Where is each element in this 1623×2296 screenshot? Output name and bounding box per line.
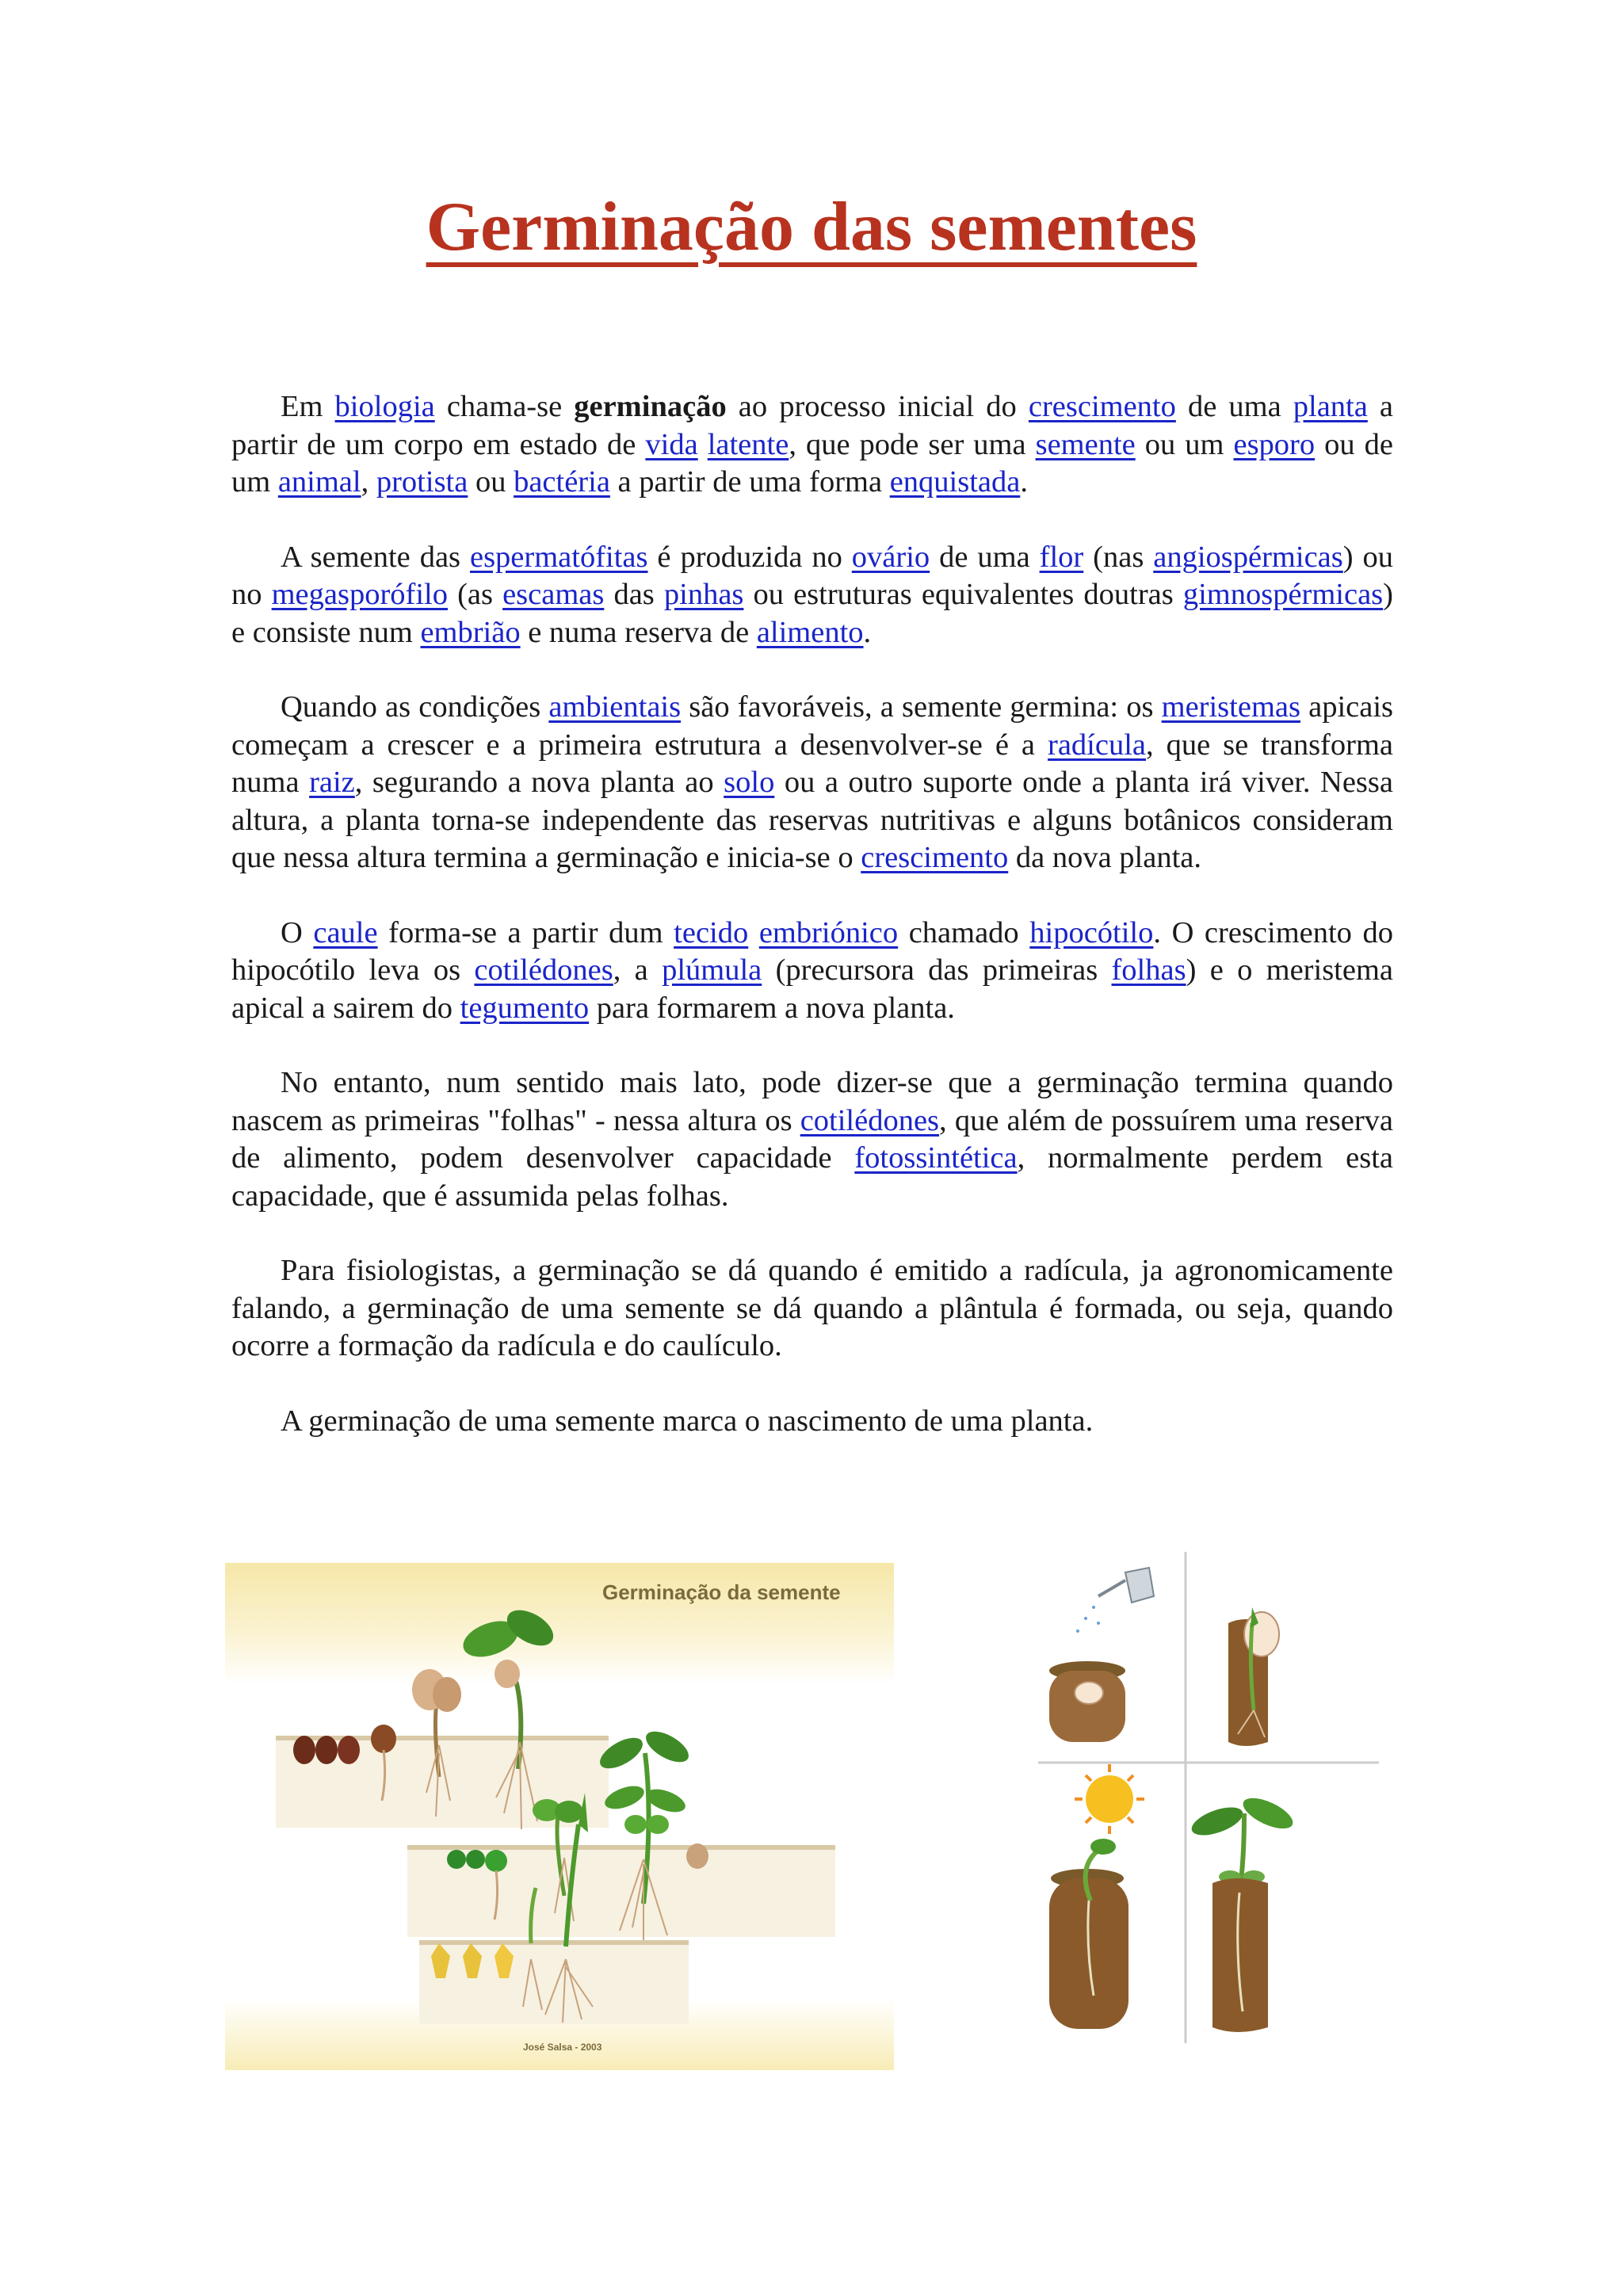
article-body [231,388,1393,1477]
wiki-link[interactable]: tegumento [460,991,590,1025]
paragraph [231,1252,1393,1366]
wiki-link[interactable]: radícula [1048,728,1146,762]
text-run: ou a outro suporte onde a planta irá viver. Nessa altura, a planta torna-se independente das reservas nutritivas e alguns botânicos consideram que nessa altura termina a germinação e inicia-se o [231,766,1393,874]
germination-quadrants-illustration [1030,1552,1395,2059]
wiki-link[interactable]: cotilédones [800,1103,940,1137]
text-run: . [1020,465,1028,499]
wiki-link[interactable]: escamas [502,578,605,611]
germination-diagram-left [225,1563,894,2070]
wiki-link[interactable]: gimnospérmicas [1182,578,1384,611]
wiki-link[interactable]: semente [1035,427,1136,461]
text-run: Para fisiologistas, a germinação se dá quando é emitido a radícula, ja agronomicamente falando, a germinação de uma semente se dá quando a plântula é formada, ou seja, quando ocorre a formação da radícula e do caulículo. [231,1254,1393,1362]
text-run: ) e o meristema apical a sairem do [231,953,1394,1025]
wiki-link[interactable]: embriónico [758,915,899,949]
wiki-link[interactable]: ovário [851,540,930,574]
wiki-link[interactable]: pinhas [663,578,744,611]
text-run: ou um [1135,427,1234,461]
text-run: Quando as condições [281,690,549,724]
text-run: ou de um [231,427,1394,499]
wiki-link[interactable]: cotilédones [474,953,613,987]
text-run: . [863,615,872,649]
text-run [748,916,759,949]
wiki-link[interactable]: flor [1039,540,1084,574]
text-run: , normalmente perdem esta capacidade, que é assumida pelas folhas. [231,1141,1393,1213]
text-run: , que se transforma numa [231,728,1393,799]
text-run: O [281,915,314,949]
page-title [0,187,1623,267]
text-run: da nova planta. [1008,841,1201,874]
wiki-link[interactable]: raiz [309,766,355,799]
wiki-link[interactable]: angiospérmicas [1153,540,1343,574]
wiki-link[interactable]: alimento [756,615,864,649]
text-run: de uma [930,540,1040,574]
text-run: de uma [1175,390,1293,423]
wiki-link[interactable]: vida [645,427,698,461]
wiki-link[interactable]: meristemas [1161,690,1300,724]
wiki-link[interactable]: solo [724,766,775,799]
wiki-link[interactable]: bactéria [514,465,610,499]
text-run: No entanto, num sentido mais lato, pode dizer-se que a germinação termina quando nascem as primeiras "folhas" - nessa altura os [231,1066,1393,1137]
text-run: chama-se [434,390,575,423]
wiki-link[interactable]: crescimento [861,841,1009,874]
page-title-text: Germinação das sementes [426,189,1197,266]
bold-term: germinação [574,390,727,423]
text-run: ou estruturas equivalentes doutras [743,578,1183,611]
germination-stages-illustration [225,1563,894,2070]
figure-credit: José Salsa - 2003 [523,2042,602,2053]
wiki-link[interactable]: hipocótilo [1029,915,1154,949]
wiki-link[interactable]: espermatófitas [469,540,648,574]
text-run: A germinação de uma semente marca o nascimento de uma planta. [281,1404,1094,1438]
wiki-link[interactable]: animal [277,465,361,499]
paragraph [231,689,1393,877]
text-run: forma-se a partir dum [377,915,674,949]
text-run: a partir de uma forma [609,465,890,499]
text-run: e numa reserva de [520,615,757,649]
wiki-link[interactable]: caule [313,915,378,949]
text-run: (nas [1083,540,1154,574]
wiki-link[interactable]: fotossintética [854,1141,1018,1175]
figure-title: Germinação da semente [602,1580,841,1604]
text-run: para formarem a nova planta. [589,991,955,1025]
wiki-link[interactable]: esporo [1233,427,1316,461]
paragraph [231,388,1393,502]
text-run: ) e consiste num [231,578,1393,649]
paragraph [231,1403,1393,1441]
text-run: ) ou no [231,540,1393,611]
text-run: , a [613,953,663,987]
paragraph [231,539,1393,652]
wiki-link[interactable]: ambientais [548,690,682,724]
wiki-link[interactable]: megasporófilo [271,578,448,611]
wiki-link[interactable]: planta [1293,390,1368,423]
wiki-link[interactable]: embrião [420,615,521,649]
text-run [698,428,708,461]
text-run: chamado [898,915,1030,949]
text-run: apicais começam a crescer e a primeira estrutura a desenvolver-se é a [231,690,1393,762]
wiki-link[interactable]: protista [376,465,468,499]
text-run: (as [448,578,503,611]
text-run: , [361,465,376,499]
text-run: , segurando a nova planta ao [354,766,724,799]
wiki-link[interactable]: latente [707,427,789,461]
text-run: ao processo inicial do [726,390,1029,423]
paragraph [231,1064,1393,1215]
wiki-link[interactable]: crescimento [1028,390,1176,423]
text-run: . O crescimento do hipocótilo leva os [231,915,1393,987]
text-run: , que pode ser uma [789,427,1036,461]
wiki-link[interactable]: folhas [1111,953,1186,987]
text-run: das [604,578,664,611]
text-run: (precursora das primeiras [762,953,1112,987]
text-run: , que além de possuírem uma reserva de alimento, podem desenvolver capacidade [231,1103,1393,1175]
germination-diagram-right [1030,1552,1395,2059]
text-run: Em [281,390,335,423]
text-run: ou [468,465,514,499]
wiki-link[interactable]: tecido [674,915,749,949]
paragraph [231,915,1393,1028]
text-run: A semente das [281,540,470,574]
text-run: é produzida no [647,540,852,574]
text-run: são favoráveis, a semente germina: os [681,690,1162,724]
wiki-link[interactable]: enquistada [889,465,1021,499]
wiki-link[interactable]: biologia [334,390,435,423]
text-run: a partir de um corpo em estado de [231,390,1393,461]
wiki-link[interactable]: plúmula [662,953,762,987]
